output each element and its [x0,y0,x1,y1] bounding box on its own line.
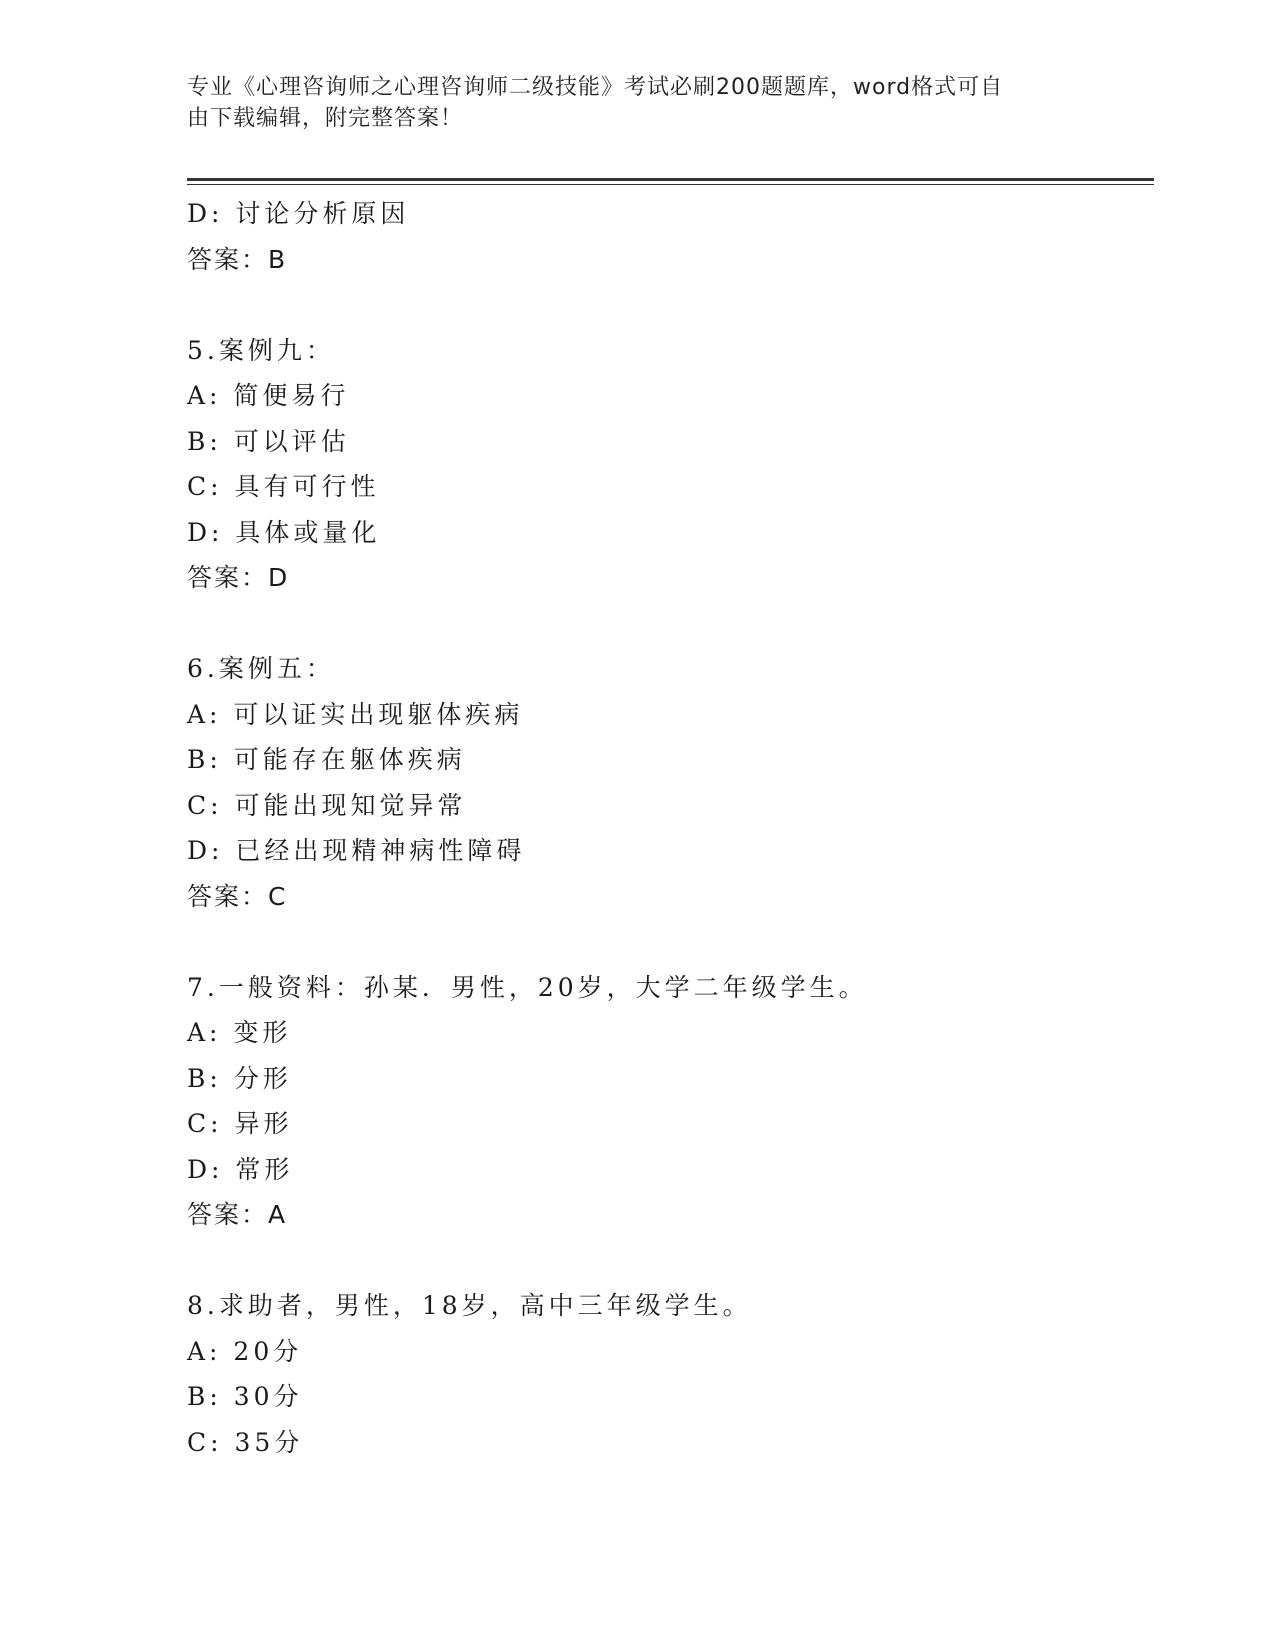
option-c: C: 35分 [187,1427,304,1457]
question-title: 7.一般资料：孙某．男性，20岁，大学二年级学生。 [187,972,868,1002]
spacer [187,601,1147,647]
answer-line: 答案：D [187,563,290,592]
question-block [187,328,1147,601]
option-a: A: 简便易行 [187,381,350,410]
option-b: B: 分形 [187,1063,292,1093]
question-block [187,1283,1147,1465]
question-block [187,646,1147,919]
header-line-1: 专业《心理咨询师之心理咨询师二级技能》考试必刷200题题库，word格式可自 [187,75,1004,100]
question-title: 5.案例九： [187,335,335,365]
spacer [187,282,1147,328]
option-b: B: 可以评估 [187,426,350,456]
option-d: D: 已经出现精神病性障碍 [187,836,526,865]
spacer [187,919,1147,965]
option-c: C: 异形 [187,1109,293,1138]
question-title: 6.案例五： [187,654,335,683]
option-a: A: 变形 [187,1018,292,1047]
question-title: 8.求助者，男性，18岁，高中三年级学生。 [187,1291,752,1320]
option-d: D: 讨论分析原因 [187,199,410,228]
answer-line: 答案：A [187,1200,288,1229]
document-header [187,72,1067,134]
answer-line: 答案：C [187,881,288,911]
option-a: A: 20分 [187,1336,303,1366]
option-d: D: 具体或量化 [187,517,381,547]
option-b: B: 30分 [187,1382,303,1411]
question-block [187,965,1147,1238]
spacer [187,1238,1147,1284]
header-line-2: 由下载编辑，附完整答案！ [187,106,464,131]
answer-line: 答案：B [187,244,288,274]
question-list [187,191,1147,1465]
option-c: C: 可能出现知觉异常 [187,790,467,820]
option-b: B: 可能存在躯体疾病 [187,745,466,774]
question-block-continued [187,191,1147,282]
option-d: D: 常形 [187,1154,294,1184]
header-divider-thin [187,184,1154,185]
header-divider-thick [187,178,1154,181]
option-a: A: 可以证实出现躯体疾病 [187,699,524,729]
option-c: C: 具有可行性 [187,472,380,501]
